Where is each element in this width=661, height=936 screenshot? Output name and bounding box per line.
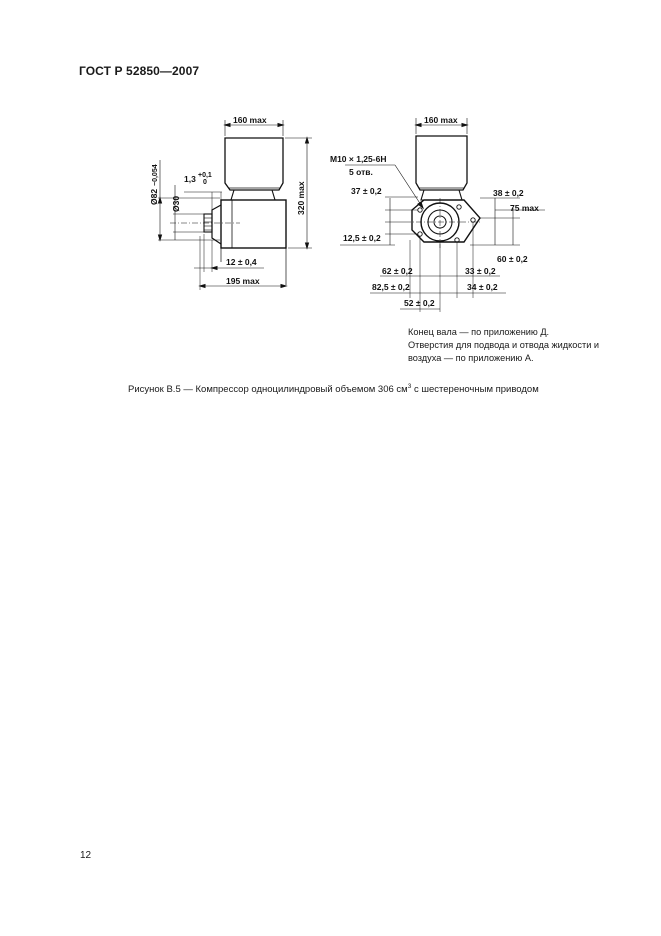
front-view-hole: [418, 232, 422, 236]
front-view-hole: [418, 208, 422, 212]
front-d62-label: 62 ± 0,2: [382, 266, 413, 276]
side-shaft-tol-upper: +0,1: [198, 172, 212, 179]
side-view-neck: [231, 190, 275, 200]
side-shaft-tol-lower: 0: [203, 179, 207, 186]
figure-caption: [128, 383, 539, 395]
figure-notes: [408, 326, 648, 366]
side-diameter-label: Ø82: [149, 188, 159, 205]
front-d52-label: 52 ± 0,2: [404, 298, 435, 308]
side-shaft-diameter-label: Ø30: [171, 195, 181, 212]
figure-note: Конец вала — по приложению Д.: [408, 327, 550, 337]
front-d60-label: 60 ± 0,2: [497, 254, 528, 264]
technical-drawing: [0, 0, 661, 340]
page-number: 12: [80, 850, 92, 861]
front-holes-label: 5 отв.: [349, 167, 373, 177]
front-top-width-label: 160 max: [424, 115, 458, 125]
side-view-flange: [212, 205, 221, 244]
front-view-hole: [471, 218, 475, 222]
front-d37-label: 37 ± 0,2: [351, 186, 382, 196]
side-shaft-length-label: 1,3: [184, 174, 196, 184]
side-offset-label: 12 ± 0,4: [226, 257, 257, 267]
front-d33-label: 33 ± 0,2: [465, 266, 496, 276]
document-header: ГОСТ Р 52850—2007: [79, 64, 200, 78]
figure-caption-prefix: Рисунок В.5 — Компрессор одноцилиндровый объемом 306 см: [128, 384, 408, 396]
side-view-body: [221, 200, 286, 248]
figure-note: воздуха — по приложению А.: [408, 353, 534, 364]
front-d34-label: 34 ± 0,2: [467, 282, 498, 292]
side-height-label: 320 max: [296, 181, 306, 215]
front-view: [340, 118, 545, 312]
figure-caption-suffix: с шестереночным приводом: [411, 384, 539, 396]
front-d38-label: 38 ± 0,2: [493, 188, 524, 198]
side-diameter-tolerance: −0,054: [152, 164, 159, 186]
front-thread-label: M10 × 1,25-6H: [330, 154, 387, 164]
figure-caption-superscript: 3: [407, 383, 412, 390]
side-view-top-block: [225, 138, 283, 190]
front-view-top-block: [416, 136, 467, 190]
side-base-width-label: 195 max: [226, 276, 260, 286]
front-d75-label: 75 max: [510, 203, 539, 213]
figure-note: Отверстия для подвода и отвода жидкости и: [408, 340, 600, 351]
side-top-width-label: 160 max: [233, 115, 267, 125]
front-d82-5-label: 82,5 ± 0,2: [372, 282, 410, 292]
front-view-hole: [457, 205, 461, 209]
front-d12-5-label: 12,5 ± 0,2: [343, 233, 381, 243]
